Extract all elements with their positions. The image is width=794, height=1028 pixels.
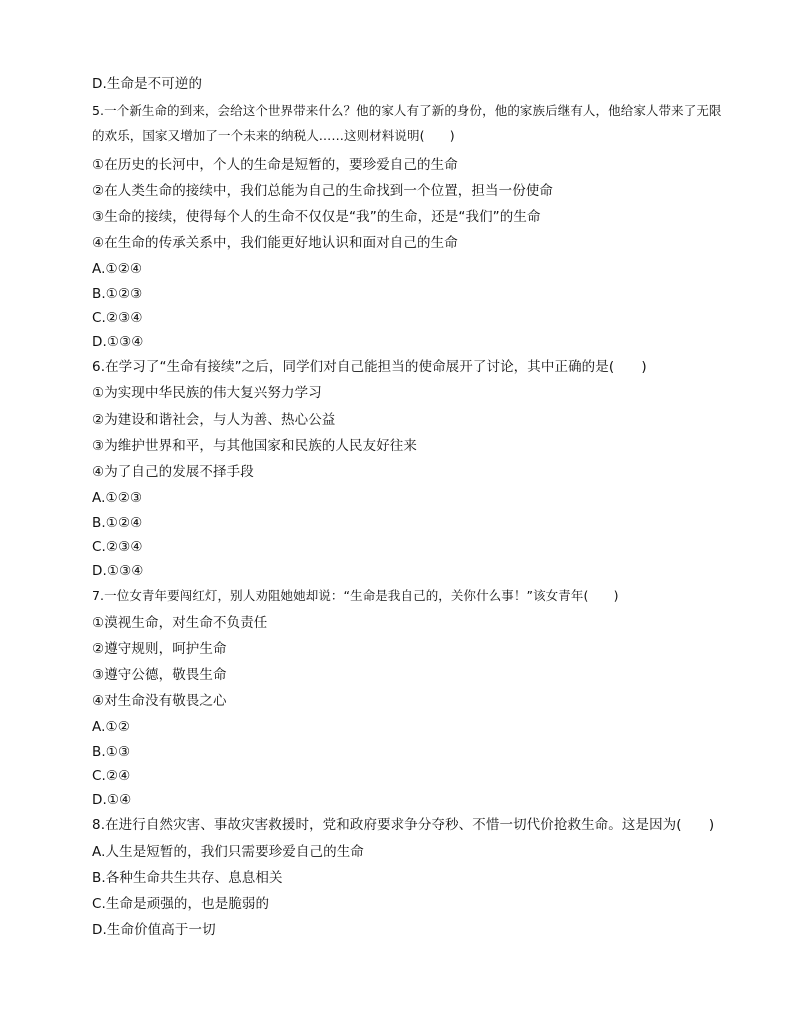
option-d-q8: D.生命价值高于一切 (92, 922, 216, 938)
statement-1: ①在历史的长河中，个人的生命是短暂的，要珍爱自己的生命 (92, 157, 458, 173)
option-b-q8: B.各种生命共生共存、息息相关 (92, 870, 283, 886)
question-8: 8.在进行自然灾害、事故灾害救援时，党和政府要求争分夺秒、不惜一切代价抢救生命。这是因为( ) (92, 817, 715, 833)
option-a-q7: A.①② (92, 719, 130, 735)
statement-3: ③生命的接续，使得每个人的生命不仅仅是“我”的生命，还是“我们”的生命 (92, 209, 541, 225)
statement-3-q7: ③遵守公德，敬畏生命 (92, 667, 227, 683)
statement-1-q7: ①漠视生命，对生命不负责任 (92, 615, 268, 631)
question-7: 7.一位女青年要闯红灯，别人劝阻她她却说：“生命是我自己的，关你什么事！”该女青年( ) (92, 588, 619, 603)
option-a-q8: A.人生是短暂的，我们只需要珍爱自己的生命 (92, 844, 364, 860)
option-c-q5: C.②③④ (92, 310, 143, 326)
question-6: 6.在学习了“生命有接续”之后，同学们对自己能担当的使命展开了讨论，其中正确的是( ) (92, 359, 647, 375)
option-b-q7: B.①③ (92, 744, 131, 760)
option-a-q6: A.①②③ (92, 490, 143, 506)
statement-4-q7: ④对生命没有敬畏之心 (92, 693, 227, 709)
option-c-q7: C.②④ (92, 768, 131, 784)
option-a-q5: A.①②④ (92, 261, 143, 277)
option-d-q4: D.生命是不可逆的 (92, 76, 203, 92)
option-b-q6: B.①②④ (92, 515, 143, 531)
option-d-q5: D.①③④ (92, 334, 144, 350)
option-b-q5: B.①②③ (92, 286, 143, 302)
option-c-q8: C.生命是顽强的，也是脆弱的 (92, 896, 270, 912)
option-c-q6: C.②③④ (92, 539, 143, 555)
option-d-q7: D.①④ (92, 792, 132, 808)
statement-4: ④在生命的传承关系中，我们能更好地认识和面对自己的生命 (92, 235, 458, 251)
statement-3-q6: ③为维护世界和平，与其他国家和民族的人民友好往来 (92, 438, 418, 454)
statement-2-q7: ②遵守规则，呵护生命 (92, 641, 227, 657)
statement-2: ②在人类生命的接续中，我们总能为自己的生命找到一个位置，担当一份使命 (92, 183, 554, 199)
statement-1-q6: ①为实现中华民族的伟大复兴努力学习 (92, 385, 322, 401)
statement-4-q6: ④为了自己的发展不择手段 (92, 464, 254, 480)
option-d-q6: D.①③④ (92, 563, 144, 579)
statement-2-q6: ②为建设和谐社会，与人为善、热心公益 (92, 412, 336, 428)
question-5: 5.一个新生命的到来，会给这个世界带来什么？他的家人有了新的身份，他的家族后继有人，他给家人带来了无限的欢乐，国家又增加了一个未来的纳税人……这则材料说明( ) (92, 103, 722, 143)
